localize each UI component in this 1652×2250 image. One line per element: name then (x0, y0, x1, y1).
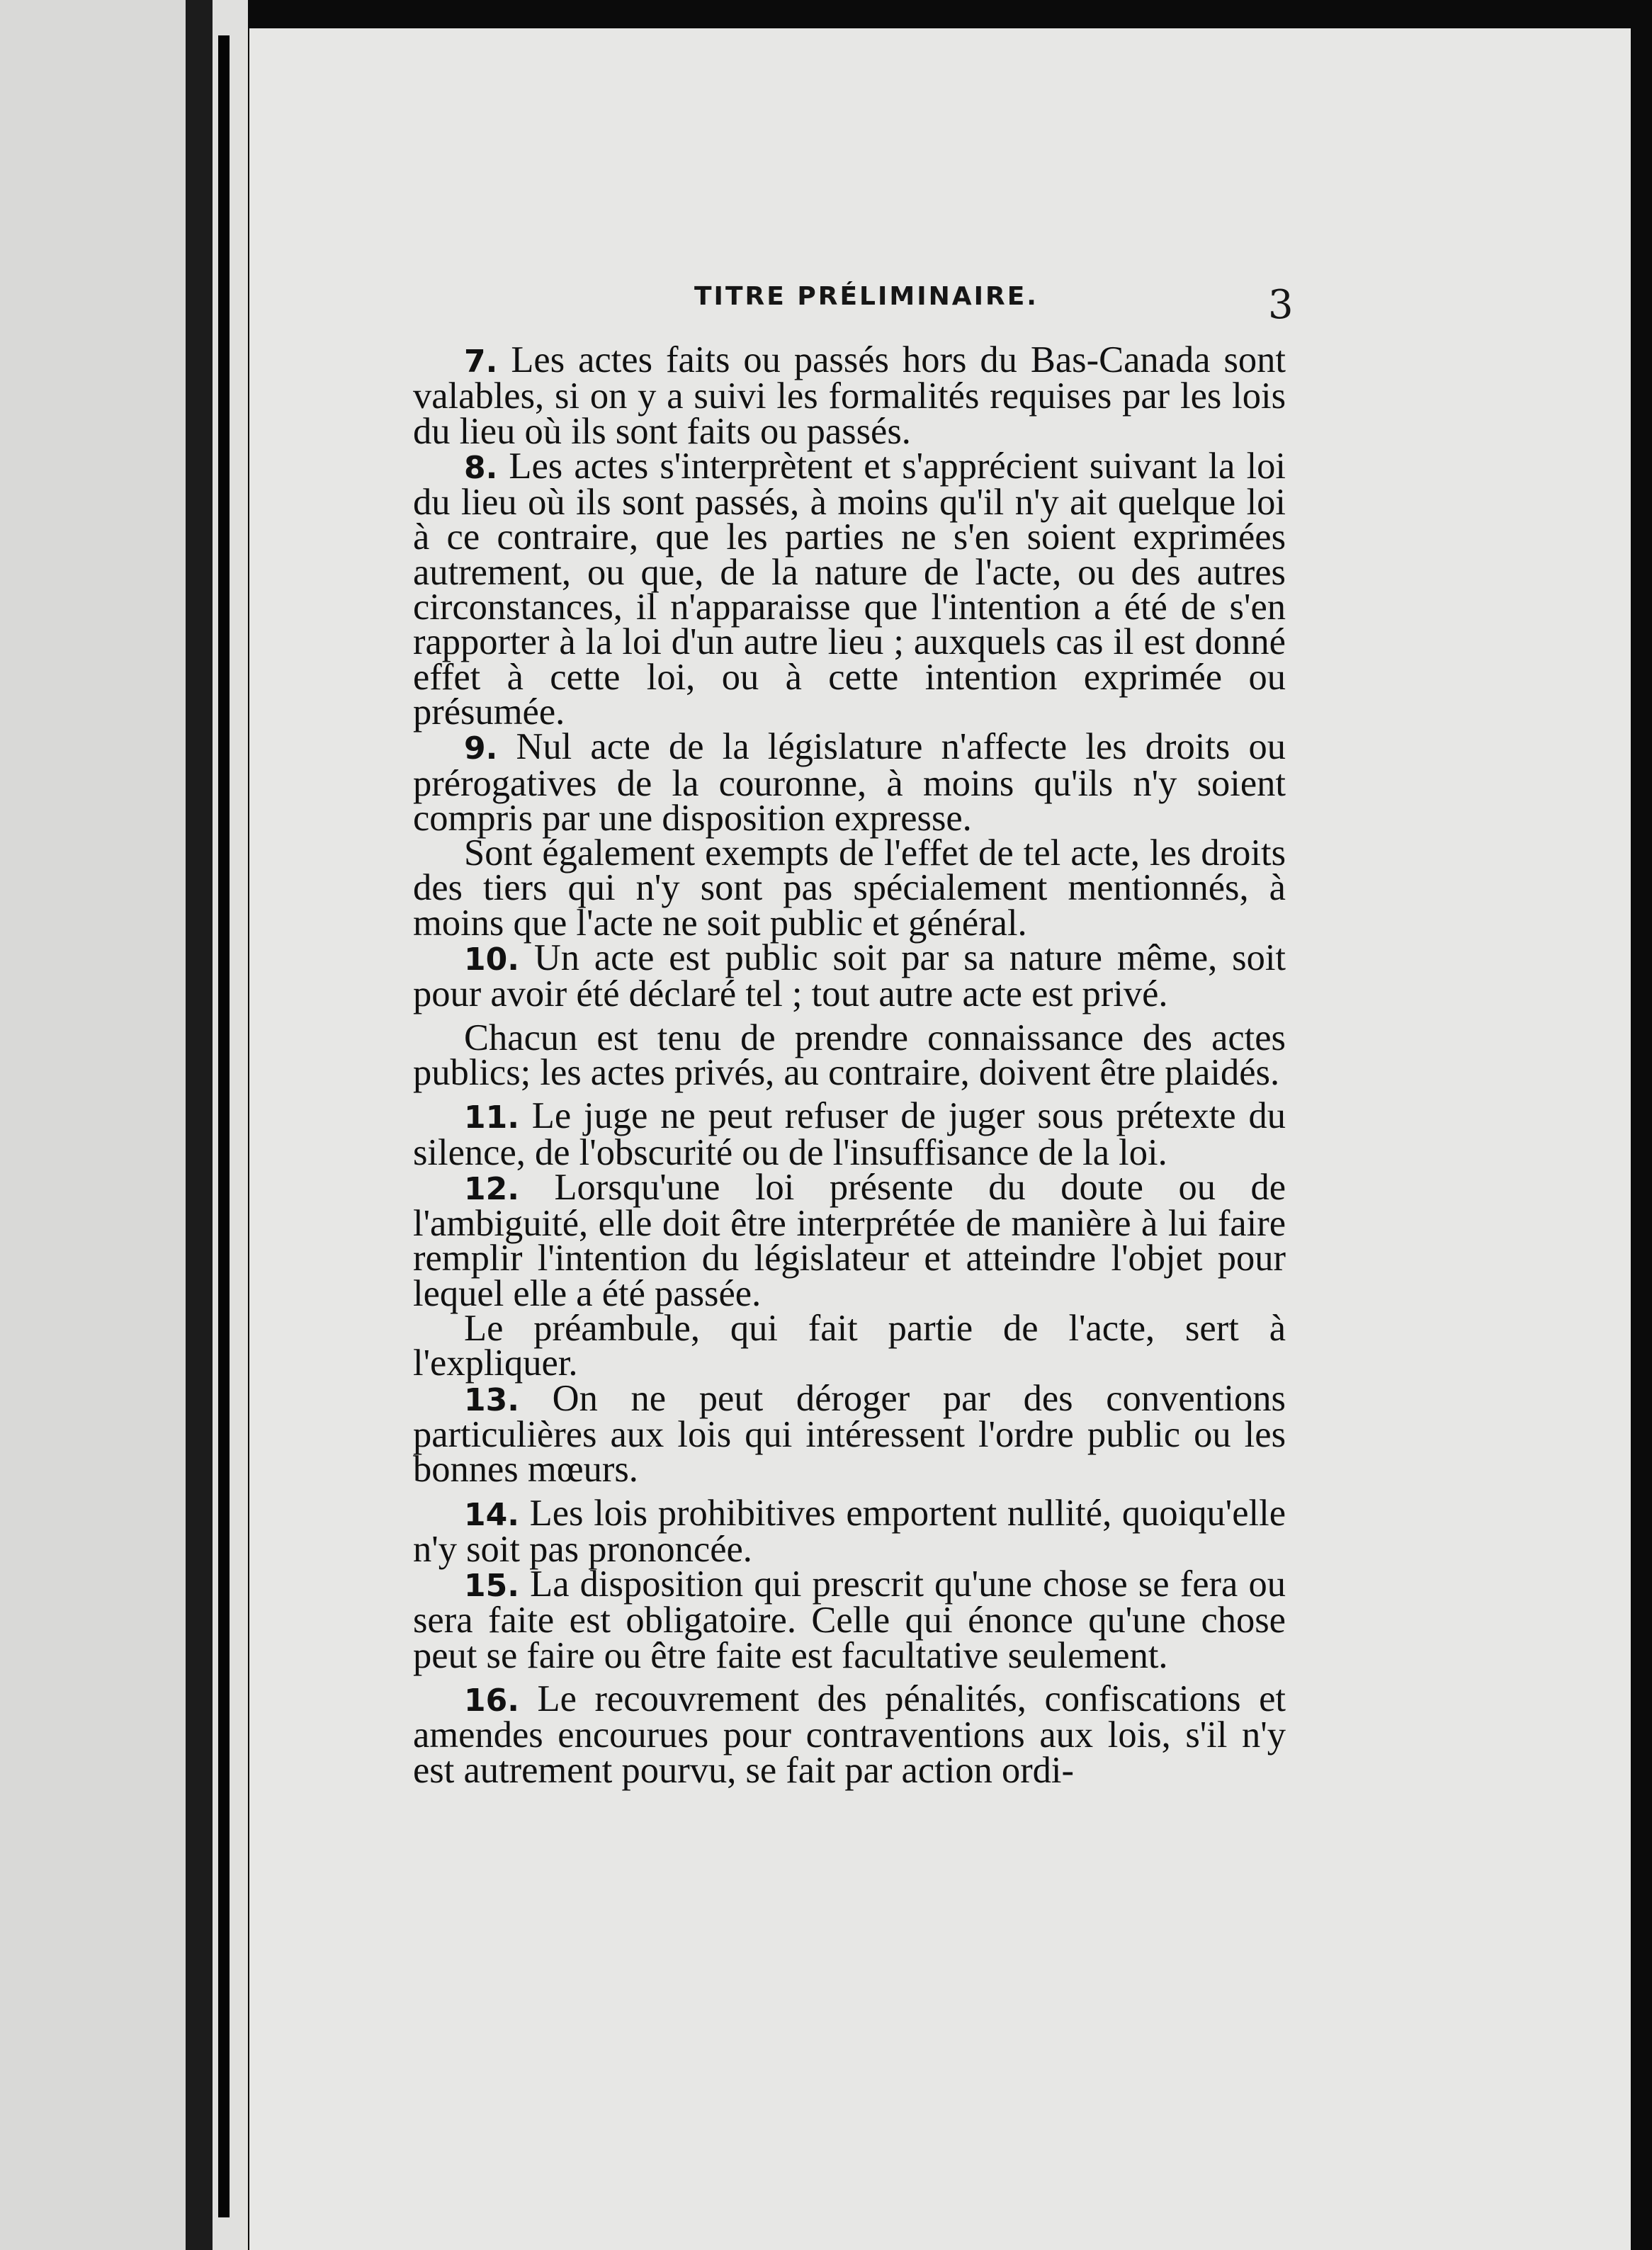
article-number: 16. (464, 1682, 519, 1719)
paragraph-12 (413, 1166, 1286, 1314)
paragraph-text: Un acte est public soit par sa nature même, soit pour avoir été déclaré tel ; tout autre acte est privé. (413, 937, 1286, 1015)
paragraph-text: Sont également exempts de l'effet de tel acte, les droits des tiers qui n'y sont pas spécialement mentionnés, à moins que l'acte ne soit public et général. (413, 832, 1286, 944)
paragraph-9-continued (413, 832, 1286, 944)
paragraph-7 (413, 339, 1286, 452)
paragraph-10-continued (413, 1017, 1286, 1093)
paragraph-text: On ne peut déroger par des conventions particulières aux lois qui intéressent l'ordre public ou les bonnes mœurs. (413, 1377, 1286, 1491)
paragraph-10 (413, 937, 1286, 1015)
body-text (413, 339, 1286, 1791)
article-number: 14. (464, 1496, 519, 1533)
left-page-shadow (186, 0, 214, 2250)
paragraph-16 (413, 1678, 1286, 1791)
paragraph-text: Le préambule, qui fait partie de l'acte, sert à l'expliquer. (413, 1308, 1286, 1384)
paragraph-text: La disposition qui prescrit qu'une chose se fera ou sera faite est obligatoire. Celle qui énonce qu'une chose peut se faire ou être faite est facultative seulement. (413, 1564, 1286, 1676)
article-number: 11. (464, 1099, 519, 1136)
article-number: 10. (464, 942, 519, 978)
article-number: 7. (464, 344, 498, 380)
article-number: 12. (464, 1170, 519, 1207)
paragraph-8 (413, 445, 1286, 733)
article-number: 15. (464, 1568, 519, 1605)
paragraph-11 (413, 1095, 1286, 1173)
article-number: 8. (464, 449, 498, 486)
paragraph-15 (413, 1564, 1286, 1676)
paragraph-9 (413, 726, 1286, 839)
page-number: 3 (1268, 282, 1294, 328)
paragraph-14 (413, 1492, 1286, 1570)
paragraph-12-continued (413, 1308, 1286, 1384)
paragraph-text: Le recouvrement des pénalités, confiscations et amendes encourues pour contraventions aux lois, s'il n'y est autrement pourvu, se fait par action ordi- (413, 1678, 1286, 1791)
paragraph-text: Chacun est tenu de prendre connaissance des actes publics; les actes privés, au contraire, doivent être plaidés. (413, 1017, 1286, 1093)
left-page-edge (0, 0, 213, 2250)
book-gutter (218, 35, 230, 2217)
article-number: 9. (464, 730, 498, 767)
paragraph-text: Les actes s'interprètent et s'apprécient suivant la loi du lieu où ils sont passés, à moins qu'il n'y ait quelque loi à ce contraire, que les parties ne s'en soient exprimées autrement, ou que, de la nature de l'acte, ou des autres circonstances, il n'apparaisse que l'intention a été de s'en rapporter à la loi d'un autre lieu ; auxquels cas il est donné effet à cette loi, ou à cette intention exprimée ou présumée. (413, 445, 1286, 733)
paragraph-text: Nul acte de la législature n'affecte les droits ou prérogatives de la couronne, à moins qu'ils n'y soient compris par une disposition expresse. (413, 726, 1286, 839)
running-header: TITRE PRÉLIMINAIRE. (694, 282, 1039, 311)
paragraph-13 (413, 1377, 1286, 1491)
article-number: 13. (464, 1381, 519, 1418)
paragraph-text: Lorsqu'une loi présente du doute ou de l'ambiguité, elle doit être interprétée de manière à lui faire remplir l'intention du législateur et atteindre l'objet pour lequel elle a été passée. (413, 1166, 1286, 1314)
paragraph-text: Les actes faits ou passés hors du Bas-Canada sont valables, si on y a suivi les formalités requises par les lois du lieu où ils sont faits ou passés. (413, 339, 1286, 452)
paragraph-text: Les lois prohibitives emportent nullité, quoiqu'elle n'y soit pas prononcée. (413, 1492, 1286, 1570)
paragraph-text: Le juge ne peut refuser de juger sous prétexte du silence, de l'obscurité ou de l'insuffisance de la loi. (413, 1095, 1286, 1173)
